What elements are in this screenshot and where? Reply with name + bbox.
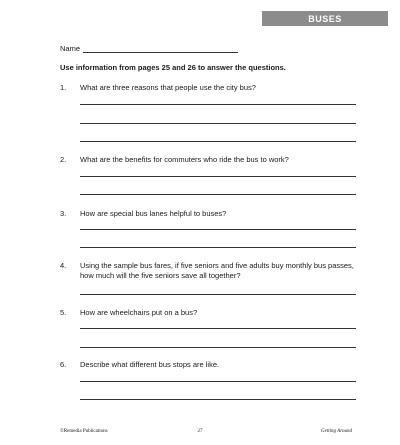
question-5-number: 5.: [60, 308, 67, 317]
answer-line[interactable]: [80, 328, 356, 329]
section-title-banner: [262, 11, 388, 26]
question-4-number: 4.: [60, 261, 67, 270]
footer-publisher: ©Remedia Publications: [60, 429, 108, 434]
answer-line[interactable]: [80, 141, 356, 142]
name-row: [60, 44, 238, 53]
question-3-number: 3.: [60, 209, 67, 218]
name-label: Name: [60, 44, 81, 53]
answer-line[interactable]: [80, 247, 356, 248]
answer-line[interactable]: [80, 381, 356, 382]
answer-line[interactable]: [80, 123, 356, 124]
question-1-text: What are three reasons that people use the city bus?: [80, 83, 256, 92]
question-2-text: What are the benefits for commuters who ride the bus to work?: [80, 155, 289, 164]
question-1-number: 1.: [60, 83, 67, 92]
question-2-number: 2.: [60, 155, 67, 164]
question-4-text: Using the sample bus fares, if five seniors and five adults buy monthly bus passes, how much will the five seniors save all together?: [80, 261, 354, 280]
instructions: Use information from pages 25 and 26 to answer the questions.: [60, 63, 286, 72]
answer-line[interactable]: [80, 104, 356, 105]
answer-line[interactable]: [80, 176, 356, 177]
section-title: BUSES: [308, 13, 342, 24]
answer-line[interactable]: [80, 399, 356, 400]
answer-line[interactable]: [80, 229, 356, 230]
answer-line[interactable]: [80, 347, 356, 348]
question-3-text: How are special bus lanes helpful to buses?: [80, 209, 227, 218]
question-6-text: Describe what different bus stops are like.: [80, 360, 220, 369]
question-6-number: 6.: [60, 360, 67, 369]
footer-page-number: 27: [197, 429, 203, 434]
footer-book-title: Getting Around: [321, 429, 352, 434]
name-field-line[interactable]: [83, 45, 238, 53]
answer-line[interactable]: [80, 294, 356, 295]
question-5-text: How are wheelchairs put on a bus?: [80, 308, 198, 317]
answer-line[interactable]: [80, 194, 356, 195]
